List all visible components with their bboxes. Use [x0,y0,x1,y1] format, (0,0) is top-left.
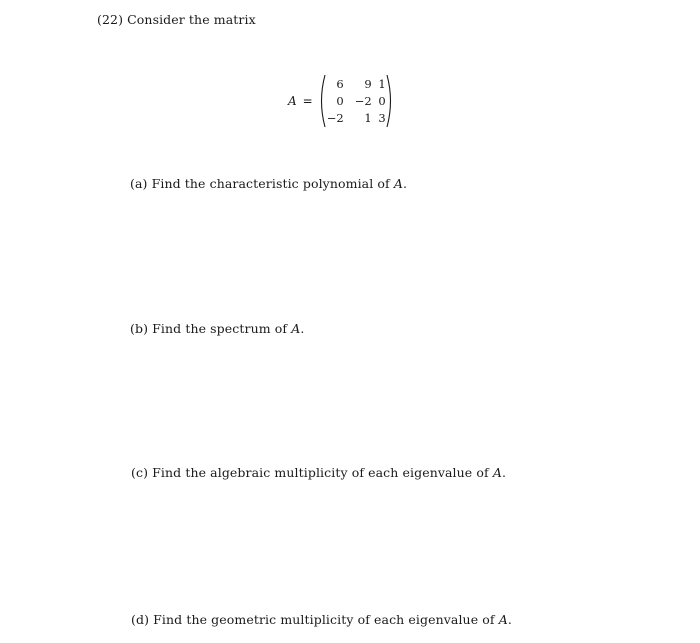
left-paren [317,74,326,128]
part-b-question [130,321,304,336]
part-d-text: (d) Find the geometric multiplicity of each eigenvalue of [131,612,495,627]
part-b-var: A [291,321,301,336]
matrix [317,74,395,128]
part-d-question [131,612,512,627]
part-c-text: (c) Find the algebraic multiplicity of each eigenvalue of [131,465,489,480]
part-a-text: (a) Find the characteristic polynomial of [130,176,390,191]
matrix-entry: 1 [378,77,386,91]
part-d-var: A [498,612,508,627]
matrix-name: A [288,94,297,108]
matrix-entry: 9 [364,77,372,91]
matrix-entry: 6 [336,77,344,91]
matrix-entry: 0 [378,94,386,108]
part-c-end: . [501,465,507,480]
part-a-end: . [402,176,408,191]
part-a-question [130,176,407,191]
part-a-var: A [393,176,403,191]
equals-sign: = [302,94,313,108]
part-d-end: . [507,612,512,627]
part-c-question [131,465,506,480]
matrix-entry: 3 [378,111,386,125]
matrix-entry: −2 [354,94,372,108]
matrix-entry: −2 [326,111,344,125]
part-c-var: A [492,465,502,480]
matrix-entries [326,76,386,127]
right-paren [386,74,395,128]
problem-title: (22) Consider the matrix [97,12,256,27]
part-b-end: . [300,321,305,336]
matrix-entry: 0 [336,94,344,108]
matrix-equation [288,74,395,128]
matrix-entry: 1 [364,111,372,125]
part-b-text: (b) Find the spectrum of [130,321,288,336]
